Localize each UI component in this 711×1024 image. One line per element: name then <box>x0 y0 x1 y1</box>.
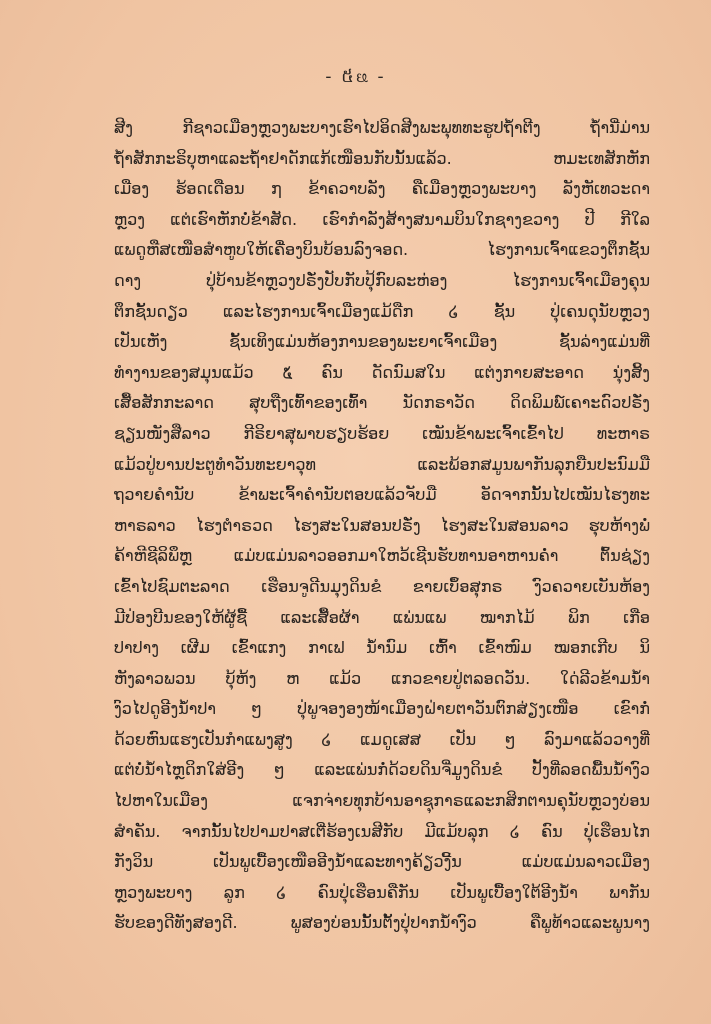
text-line: ສຳຄັນ. ຈາກນັ້ນໄປປາມປາສເຕີ່ຮ້ອງເນສີກັບ ມີແມ້ບລຸກ ໒ ຄົນ ປຸ່ເຮືອນໄກ <box>114 821 650 841</box>
text-line: ຫັງລາວພວນ ບຸ້ຫ້ງ ຫ ແມ້ວ ແກວຂາຍປູ່ຕລອດວັນ. ໃດ່ລີວຂ້າມນ້ຳ <box>114 668 650 688</box>
text-line: ຫາຣລາວ ໄຮງຕຳຣວດ ໄຮງສະໃນສອນປຣັ່ງ ໄຮງສະໃນສອນລາວ ຮຸບຫ້າງພໍ່ <box>114 515 650 535</box>
text-line: ເປັນເຫັງ ຊັ້ນເທິງແມ່ນຫ້ອງການຂອງພະຍາເຈົ້າເມືອງ ຊັ້ນລ່າງແມ່ນທີ່ <box>114 332 650 352</box>
text-line: ແມ້ວປູ່ບານປະຕູທຳວັນທະຍາວຸທ ແລະພ້ອກສມູນພາກັນລຸກຍືນປະນົມມື <box>114 454 650 474</box>
text-line: ດ້ວຍຫົນແຮງເປັນກຳແພງສູງ ໒ ແມດູເສສ ເປັນ ໆ ລົງມາແລ້ວວາງທີ່ <box>114 729 650 749</box>
body-text <box>114 113 650 939</box>
text-line: ງົວໄປດູອີງນ້ຳປາ ໆ ປຸ່ພູຈອງອງໜ້າເມືອງຝ່າຍຕາວັນຕົກສ່ຽງເໜືອ ເຂົາກໍ່ <box>114 699 650 719</box>
text-line: ຊຽນໜັງສືລາວ ກີຣິຍາສຸພາບຮຽບຮ້ອຍ ເໝັນຂ້າພະເຈົ້າເຂົ້າໄປ ທະຫາຣ <box>114 423 650 443</box>
text-line: ດາງ ປຸ່ບ້ານຂ້າຫຼວງປຣັ່ງປັບກັບປຸ້ກົບລະຫ່ອງ ໄຮງການເຈົ້າເມືອງຄຸນ <box>114 270 650 290</box>
text-line: ທຳງານຂອງສມຸນແມ້ວ ໕ ຄົນ ດັດນົມສໃນ ແຕ່ງກາຍສະອາດ ນຸ່ງສິ້ງ <box>114 362 650 382</box>
text-line: ມີປ່ອງບີນຂອງໃຫ້ຜູ້ຊື້ ແລະເສື້ອຜ້າ ແພ່ນແພ ໝາກໄມ້ ພິກ ເກືອ <box>114 607 650 627</box>
text-line: ຕຶກຊັ້ນດຽວ ແລະໄຮງການເຈົ້າເມືອງແມ້ດືກ ໒ ຊັ້ນ ປຸ່ເຄນດຸນັບຫຼວງ <box>114 301 650 321</box>
text-line: ຮັບຂອງດີທັງສອງດີ. ພູສອງບ່ອນນັ້ນຕັ້ງປຸ່ປາກນ້ຳງົວ ຄືພູທ້າວແລະພູນາງ <box>114 913 650 933</box>
page-number: - ៥ᦕ - <box>325 66 386 87</box>
text-line: ຫຼວງພະບາງ ລູກ ໒ ຄົນປຸ່ເຮືອນຄືກັນ ເປັນພູເບື້ອງໃຕ້ອີງນ້ຳ ພາກັນ <box>114 882 650 902</box>
text-line: ຖວາຍຄຳນັບ ຂ້າພະເຈົ້າຄຳນັບຕອບແລ້ວຈັບມື ອັດຈາກນັ້ນໄປເໝັນໄຮງທະ <box>114 485 650 505</box>
text-line: ໄປຫາໃນເມືອງ ແຈກຈ່າຍທຸກບ້ານອາຊຸກາຣແລະກສິກຕານຄຸນັບຫຼວງບ່ອນ <box>114 791 650 811</box>
text-line: ຖ້ຳສັກກະຣິບຸຫາແລະຖ້ຳຢາດັກແກ້ເໜືອນກັບນັ້ນແລ້ວ. ຫມະເທສັກຫັກ <box>114 148 650 168</box>
text-line: ຄ້າຫີຊີລິພຶຫຼ ແມ່ບແມ່ນລາວອອກມາໃຫວ້ເຊີນຮັບທານອາຫານຄ່ຳ ຕົ້ນຊ່ຽງ <box>114 546 650 566</box>
text-line: ປາປາງ ເຜີມ ເຂົ້າແກງ ກາເຟ ນ້ຳນົມ ເຫົ້າ ເຂົ້າໜົມ ໝອກເກີບ ນິ <box>114 638 650 658</box>
text-line: ຫຼວງ ແຕ່ເຮົາຫັກບໍ່ຂ້າສັດ. ເຮົາກຳລັງສ້າງສນາມບິນໃກຊາງຂວາງ ປີ ກີໃລ <box>114 209 650 229</box>
text-line: ແພດູຫືສເໜືອສຳຫູບໃຫ້ເຄື່ອງບິນບ້ອນລົງຈອດ. ໄຮງການເຈົ້າແຂວງຕຶກຊັ້ນ <box>114 240 650 260</box>
text-line: ສີງ ກີຊາວເມືອງຫຼວງພະບາງເຮົາໄປອິດສີງພະພຸທທະຮູປຖ້ຳຕີງ ຖ້ຳນີ່ມ່ານ <box>114 118 650 137</box>
text-line: ເຂົ້າໄປຊົມຕະລາດ ເຮືອນຈູດີນມຸງດິນຂໍ ຂາຍເບຶ້ອສຸກຣ ງົວຄວາຍເບັນຫ້ອງ <box>114 576 650 596</box>
text-line: ເສື້ອສັກກະລາດ ສຸບຖືງເທົ້າຂອງເທົ້າ ນັດກຣາວັດ ດິດພິມພ໌ເຄາະດົວປຣັ່ງ <box>114 393 650 413</box>
text-line: ກັງວິນ ເປັນພູເບື້ອງເໜືອອີງນ້ຳແລະທາງຄ້ຽວງີ້ນ ແມ່ບແມ່ນລາວເມືອງ <box>114 852 650 872</box>
text-line: ແຕ່ບໍ່ນ້ຳໄຫຼດິກໃສ່ອີງ ໆ ແລະແພ່ນກໍ່ດ້ວຍດິນຈີ່ມູງດິນຂໍ ປັ້ງທີ່ລອດພື້ນນ້ຳງົວ <box>114 760 650 780</box>
text-line: ເມືອງ ຮ້ອດເດືອນ ໗ ຂ້າຄວາບລັງ ຄືເມືອງຫຼວງພະບາງ ລັງຫັເທວະດາ <box>114 179 650 199</box>
